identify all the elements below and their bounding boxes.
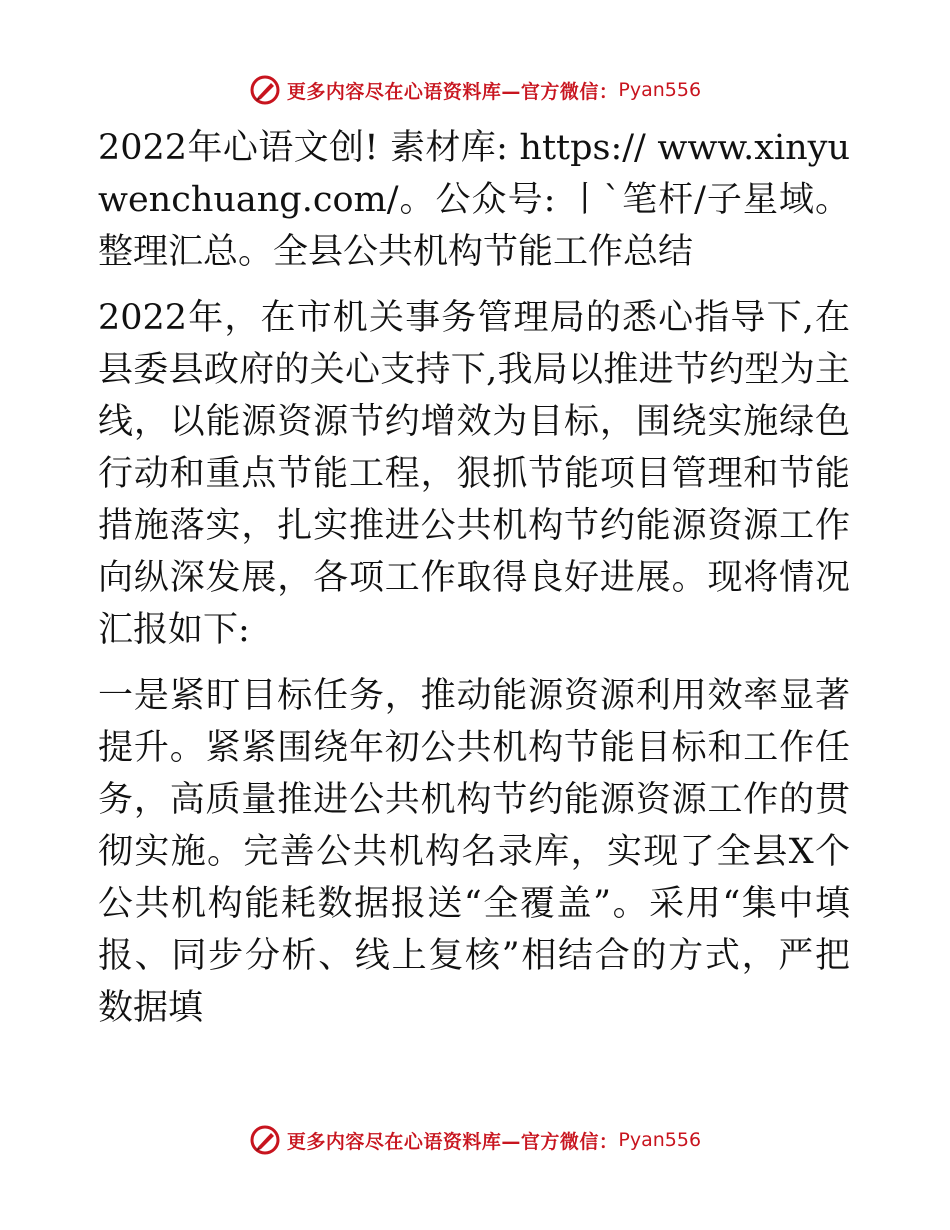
paragraph-intro: 2022年，在市机关事务管理局的悉心指导下,在县委县政府的关心支持下,我局以推进节约型为主线，以能源资源节约增效为目标，围绕实施绿色行动和重点节能工程，狠抓节能项目管理和节能措施落实，扎实推进公共机构节约能源资源工作向纵深发展，各项工作取得良好进展。现将情况汇报如下: — [98, 298, 850, 650]
paragraph-point-one: 一是紧盯目标任务，推动能源资源利用效率显著提升。紧紧围绕年初公共机构节能目标和工作任务，高质量推进公共机构节约能源资源工作的贯彻实施。完善公共机构名录库，实现了全县X个公共机构能耗数据报送“全覆盖”。采用“集中填报、同步分析、线上复核”相结合的方式，严把数据填 — [98, 676, 850, 1028]
paragraph-header: 2022年心语文创! 素材库: https:// www.xinyuwenchuang.com/。公众号: 丨`笔杆/子星域。整理汇总。全县公共机构节能工作总结 — [98, 128, 850, 272]
document-body — [98, 122, 850, 1048]
watermark-account: Pyan556 — [618, 79, 702, 101]
watermark-banner-top — [0, 70, 950, 110]
pen-logo-icon — [249, 1124, 281, 1156]
watermark-banner-bottom — [0, 1120, 950, 1160]
watermark-account: Pyan556 — [618, 1129, 702, 1151]
pen-logo-icon — [249, 74, 281, 106]
watermark-text: 更多内容尽在心语资料库—官方微信： — [286, 80, 619, 103]
watermark-text: 更多内容尽在心语资料库—官方微信： — [286, 1130, 619, 1153]
